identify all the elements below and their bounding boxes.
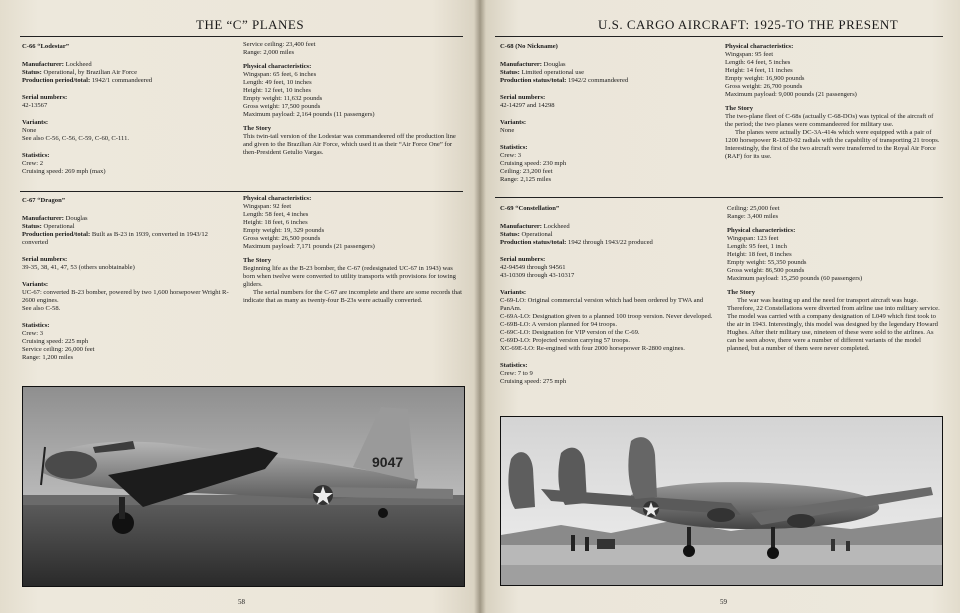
c67-spec-column	[22, 197, 234, 362]
c67-cruise: Cruising speed: 225 mph	[22, 338, 89, 345]
c69-aircraft-photo	[500, 416, 943, 586]
c66-status: Status: Operational, by Brazilian Air Force	[22, 69, 138, 76]
c66-range: Range: 2,000 miles	[243, 49, 295, 56]
c68-story-label: The Story	[725, 105, 754, 112]
c68-phys-item: Height: 14 feet, 11 inches	[725, 67, 793, 74]
c67-ceiling: Service ceiling: 26,000 feet	[22, 346, 95, 353]
c69-phys-item: Length: 95 feet, 1 inch	[727, 243, 787, 250]
c67-tail-number: 9047	[372, 454, 404, 470]
right-page-number: 59	[720, 598, 727, 606]
c67-details-column	[243, 195, 465, 305]
c66-ceiling: Service ceiling: 23,400 feet	[243, 41, 316, 48]
c69-title: C-69 “Constellation”	[500, 205, 560, 212]
c66-cruise: Cruising speed: 269 mph (max)	[22, 168, 106, 175]
c69-serial-1: 42-94549 through 94561	[500, 264, 566, 271]
c67-phys-item: Length: 58 feet, 4 inches	[243, 211, 309, 218]
c69-spec-column	[500, 205, 722, 386]
c67-title: C-67 “Dragon”	[22, 197, 66, 204]
c67-variants-label: Variants:	[22, 281, 49, 288]
c66-details-column	[243, 41, 465, 157]
c68-phys-item: Maximum payload: 9,000 pounds (21 passengers)	[725, 91, 857, 98]
book-gutter	[474, 0, 486, 613]
c69-details-column	[727, 205, 940, 353]
c66-phys-label: Physical characteristics:	[243, 63, 312, 70]
c67-stats-label: Statistics:	[22, 322, 50, 329]
c68-story-2: The planes were actually DC-3A-414s which were equipped with a pair of 1200 horsepower R-1820-92 radials with the capability of transporting 21 troops. Interestingly, the first of the two aircraft were transferred to the Royal Air Force (RAF) for its use.	[725, 129, 940, 160]
c68-status: Status: Limited operational use	[500, 69, 585, 76]
c68-title: C-68 (No Nickname)	[500, 43, 558, 50]
right-page	[480, 0, 960, 613]
c67-phys-item: Empty weight: 19, 329 pounds	[243, 227, 325, 234]
section-rule	[495, 197, 943, 198]
c69-variants-label: Variants:	[500, 289, 527, 296]
c68-phys-item: Wingspan: 95 feet	[725, 51, 774, 58]
c69-story: The war was heating up and the need for transport aircraft was huge. Therefore, 22 Constellations were diverted from airline use into military service. The model was carried with a company designation of L049 which first took to the air in 1943. Interestingly, this model was designed by the legendary Howard Hughes. After their military use, nineteen of these were sold to the airlines. As can be seen above, there were a number of different variants of the model planned, but a number of them were never completed.	[727, 297, 940, 352]
c67-phys-item: Maximum payload: 7,171 pounds (21 passengers)	[243, 243, 375, 250]
c67-production: Production period/total: Built as B-23 in 1939, converted in 1943/12 converted	[22, 231, 208, 246]
c67-variants-2: See also C-58.	[22, 305, 61, 312]
c69-serial-2: 43-10309 through 43-10317	[500, 272, 575, 279]
c66-story-label: The Story	[243, 125, 272, 132]
c69-stats-label: Statistics:	[500, 362, 528, 369]
c66-phys-item: Length: 49 feet, 10 inches	[243, 79, 312, 86]
c69-phys-item: Empty weight: 55,350 pounds	[727, 259, 807, 266]
c67-manufacturer: Manufacturer: Douglas	[22, 215, 88, 222]
c68-range: Range: 2,125 miles	[500, 176, 552, 183]
c69-variant-item: C-69-LO: Original commercial version which had been ordered by TWA and PanAm.	[500, 297, 704, 312]
c68-phys-label: Physical characteristics:	[725, 43, 794, 50]
c69-variant-item: XC-69E-LO: Re-engined with four 2000 horsepower R-2800 engines.	[500, 345, 685, 352]
c66-variants-label: Variants:	[22, 119, 49, 126]
c69-variant-item: C-69C-LO: Designation for VIP version of the C-69.	[500, 329, 640, 336]
c68-phys-item: Length: 64 feet, 5 inches	[725, 59, 791, 66]
c68-phys-item: Gross weight: 26,700 pounds	[725, 83, 803, 90]
c69-aircraft-illustration	[501, 417, 942, 585]
c69-phys-item: Maximum payload: 15,250 pounds (60 passengers)	[727, 275, 863, 282]
c66-variants-1: None	[22, 127, 37, 134]
c66-phys-item: Empty weight: 11,632 pounds	[243, 95, 323, 102]
c68-phys-item: Empty weight: 16,900 pounds	[725, 75, 805, 82]
c67-phys-item: Height: 18 feet, 6 inches	[243, 219, 308, 226]
c67-serial: 39-35, 38, 41, 47, 53 (others unobtainable)	[22, 264, 135, 271]
c68-stats-label: Statistics:	[500, 144, 528, 151]
c67-status: Status: Operational	[22, 223, 75, 230]
c69-serial-label: Serial numbers:	[500, 256, 546, 263]
c68-details-column	[725, 43, 940, 161]
c68-ceiling: Ceiling: 23,200 feet	[500, 168, 553, 175]
c67-aircraft-photo	[22, 386, 465, 587]
c67-phys-item: Wingspan: 92 feet	[243, 203, 292, 210]
c68-variants-1: None	[500, 127, 515, 134]
c69-production: Production status/total: 1942 through 1943/22 produced	[500, 239, 653, 246]
c68-production: Production status/total: 1942/2 commandeered	[500, 77, 629, 84]
c69-phys-item: Gross weight: 86,500 pounds	[727, 267, 805, 274]
c67-aircraft-illustration	[23, 387, 464, 586]
c67-phys-label: Physical characteristics:	[243, 195, 312, 202]
left-page-header: THE “C” PLANES	[196, 17, 305, 32]
c68-story-1: The two-plane fleet of C-68s (actually C-68-DOs) was typical of the aircraft of the period; the two planes were commandeered for military use.	[725, 113, 934, 128]
c67-story-label: The Story	[243, 257, 272, 264]
c69-story-label: The Story	[727, 289, 756, 296]
c66-production: Production period/total: 1942/1 commandeered	[22, 77, 153, 84]
c69-crew: Crew: 7 to 9	[500, 370, 533, 377]
c67-crew: Crew: 3	[22, 330, 44, 337]
header-rule	[495, 36, 943, 37]
c66-spec-column	[22, 43, 230, 176]
c68-cruise: Cruising speed: 230 mph	[500, 160, 567, 167]
c68-manufacturer: Manufacturer: Douglas	[500, 61, 566, 68]
c69-status: Status: Operational	[500, 231, 553, 238]
c69-phys-label: Physical characteristics:	[727, 227, 796, 234]
c68-crew: Crew: 3	[500, 152, 522, 159]
c69-range: Range: 3,400 miles	[727, 213, 779, 220]
c69-variant-item: C-69B-LO: A version planned for 94 troops.	[500, 321, 618, 328]
right-page-header: U.S. CARGO AIRCRAFT: 1925-TO THE PRESENT	[598, 17, 899, 32]
left-page-number: 58	[238, 598, 245, 606]
c66-variants-2: See also C-56, C-56, C-59, C-60, C-111.	[22, 135, 130, 142]
c67-story-2: The serial numbers for the C-67 are incomplete and there are some records that indicate that as many as twenty-four B-23s were actually converted.	[243, 289, 462, 304]
c67-story-1: Beginning life as the B-23 bomber, the C-67 (redesignated UC-67 in 1943) was born when twelve were converted to utility transports with provisions for towing gliders.	[243, 265, 456, 288]
section-rule	[20, 191, 463, 192]
c66-crew: Crew: 2	[22, 160, 44, 167]
c68-serial-label: Serial numbers:	[500, 94, 546, 101]
c69-variant-item: C-69A-LO: Designation given to a planned 100 troop version. Never developed.	[500, 313, 713, 320]
c66-phys-item: Maximum payload: 2,164 pounds (11 passengers)	[243, 111, 375, 118]
c66-title: C-66 “Lodestar”	[22, 43, 70, 50]
c66-phys-item: Height: 12 feet, 10 inches	[243, 87, 311, 94]
c67-variants-1: UC-67: converted B-23 bomber, powered by two 1,600 horsepower Wright R-2600 engines.	[22, 289, 229, 304]
c69-manufacturer: Manufacturer: Lockheed	[500, 223, 570, 230]
c69-phys-item: Height: 18 feet, 8 inches	[727, 251, 792, 258]
c66-serial-label: Serial numbers:	[22, 94, 68, 101]
c69-ceiling: Ceiling: 25,000 feet	[727, 205, 780, 212]
c67-range: Range: 1,200 miles	[22, 354, 74, 361]
c68-serial: 42-14297 and 14298	[500, 102, 555, 109]
c66-story: This twin-tail version of the Lodestar was commandeered off the production line and given to the Brazilian Air Force, which used it as their “Air Force One” for then-President Getulio Vargas.	[243, 133, 456, 156]
c68-spec-column	[500, 43, 710, 184]
c66-manufacturer: Manufacturer: Lockheed	[22, 61, 92, 68]
c66-phys-item: Gross weight: 17,500 pounds	[243, 103, 321, 110]
c69-phys-item: Wingspan: 123 feet	[727, 235, 779, 242]
header-rule	[20, 36, 463, 37]
c69-variant-item: C-69D-LO: Projected version carrying 57 troops.	[500, 337, 631, 344]
c66-phys-item: Wingspan: 65 feet, 6 inches	[243, 71, 317, 78]
c67-phys-item: Gross weight: 26,500 pounds	[243, 235, 321, 242]
c67-serial-label: Serial numbers:	[22, 256, 68, 263]
c68-variants-label: Variants:	[500, 119, 527, 126]
c66-stats-label: Statistics:	[22, 152, 50, 159]
c66-serial: 42-13567	[22, 102, 48, 109]
c69-cruise: Cruising speed: 275 mph	[500, 378, 567, 385]
